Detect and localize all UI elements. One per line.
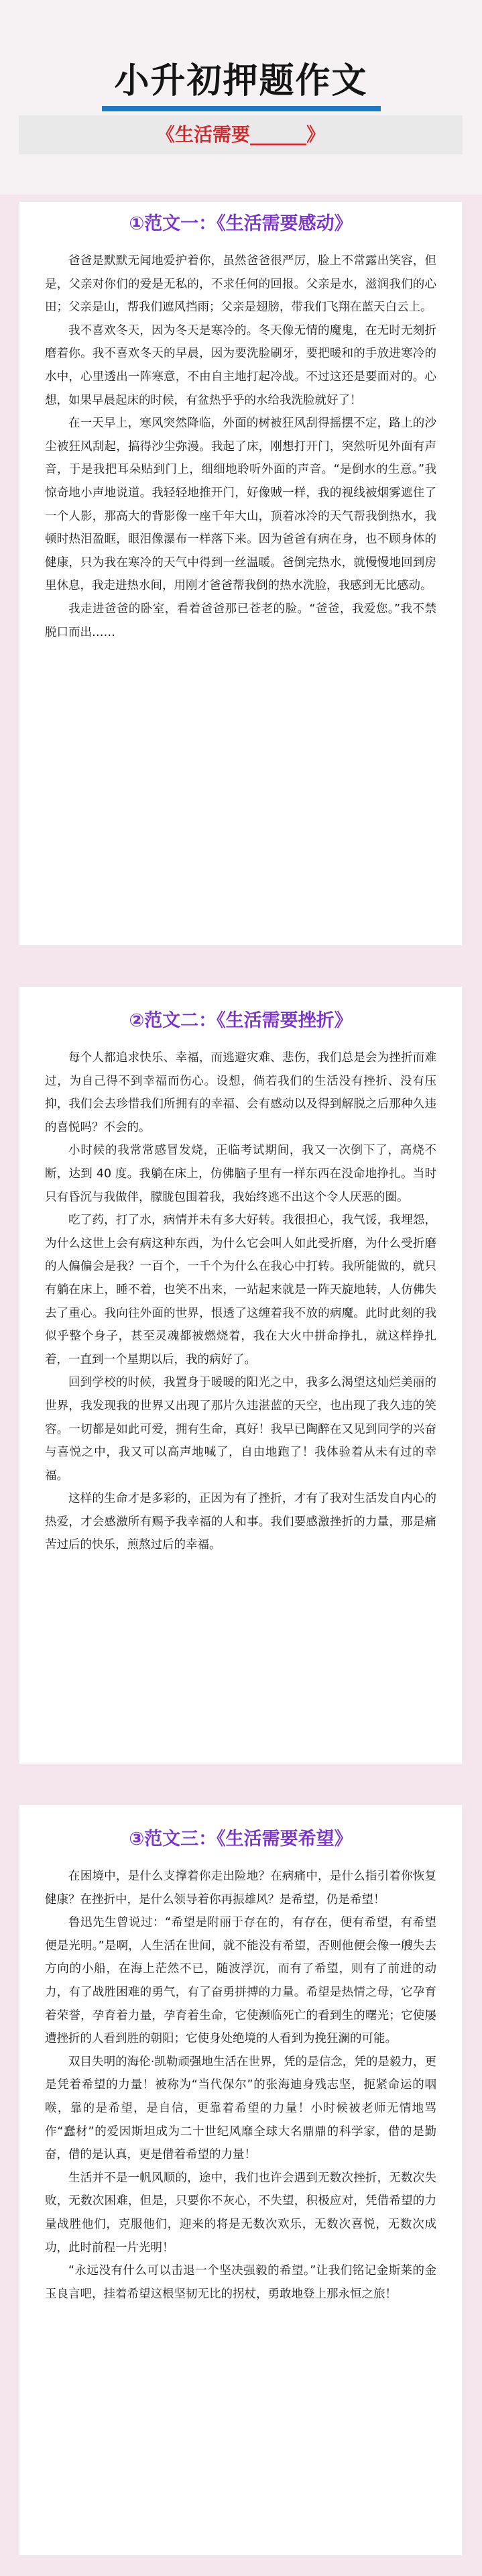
essay-body bbox=[19, 250, 462, 644]
essay-card-3 bbox=[19, 1805, 463, 2556]
essay-card-1 bbox=[19, 201, 463, 946]
essay-body bbox=[19, 1046, 462, 1557]
paragraph: 吃了药，打了水，病情并未有多大好转。我很担心，我气馁，我埋怨，为什么这世上会有病这种东西，为什么它会叫人如此受折磨，为什么受折磨的人偏偏会是我？一百个，一千个为什么在我心中打转。我所能做的，就只有躺在床上，睡不着，也笑不出来，一站起来就是一阵天旋地转，人仿佛失去了重心。我向往外面的世界，恨透了这缠着我不放的病魔。此时此刻的我似乎整个身子，甚至灵魂都被燃烧着，我在大火中拼命挣扎，就这样挣扎着，一直到一个星期以后，我的病好了。 bbox=[45, 1214, 436, 1366]
paragraph: 双目失明的海伦·凯勒顽强地生活在世界，凭的是信念，凭的是毅力，更是凭着希望的力量！被称为“当代保尔”的张海迪身残志坚，扼紧命运的咽喉，靠的是希望，是自信，更靠着希望的力量！小时候被老师无情地骂作“蠢材”的爱因斯坦成为二十世纪风靡全球大名鼎鼎的科学家，借的是勤奋，借的是认真，更是借着希望的力量！ bbox=[45, 2055, 436, 2162]
section-title: ①范文一：《生活需要感动》 bbox=[129, 213, 353, 234]
title-underline bbox=[102, 106, 381, 111]
paragraph: 每个人都追求快乐、幸福，而逃避灾难、悲伤，我们总是会为挫折而难过，为自己得不到幸福而伤心。设想，倘若我们的生活没有挫折、没有压抑，我们会去珍惜我们所拥有的幸福、会有感动以及得到解脱之后那种久违的喜悦吗？不会的。 bbox=[45, 1051, 436, 1134]
paragraph: “永远没有什么可以击退一个坚决强毅的希望。”让我们铭记金斯莱的金玉良言吧，挂着希望这根坚韧无比的拐杖，勇敢地登上那永恒之旅！ bbox=[45, 2264, 436, 2301]
paragraph: 小时候的我常常感冒发烧，正临考试期间，我又一次倒下了，高烧不断，达到 40 度。我躺在床上，仿佛脑子里有一样东西在没命地挣扎。当时只有昏沉与我做伴，朦胧包围着我，我始终逃不出这个令人厌恶的圈。 bbox=[45, 1144, 436, 1204]
topic-banner: 《生活需要______》 bbox=[19, 115, 463, 154]
paragraph: 爸爸是默默无闻地爱护着你，虽然爸爸很严厉，脸上不常露出笑容，但是，父亲对你们的爱是无私的，不求任何的回报。父亲是水，滋润我们的心田；父亲是山，帮我们遮风挡雨；父亲是翅膀，带我们飞翔在蓝天白云上。 bbox=[45, 254, 436, 315]
paragraph: 鲁迅先生曾说过：“希望是附丽于存在的，有存在，便有希望，有希望便是光明。”是啊，人生活在世间，就不能没有希望，否则他便会像一艘失去方向的小船，在海上茫然不已，随波浮沉，而有了希望，则有了前进的动力，有了战胜困难的勇气，有了奋勇拼搏的力量。希望是热情之母，它孕育着荣誉，孕育着力量，孕育着生命，它使濒临死亡的看到生的曙光；它使屡遭挫折的人看到胜的朝阳；它使身处绝境的人看到为挽狂澜的可能。 bbox=[45, 1916, 436, 2046]
section-title: ③范文三：《生活需要希望》 bbox=[129, 1829, 353, 1849]
paragraph: 这样的生命才是多彩的，正因为有了挫折，才有了我对生活发自内心的热爱，才会感激所有赐予我幸福的人和事。我们要感激挫折的力量，那是痛苦过后的快乐，煎熬过后的幸福。 bbox=[45, 1492, 436, 1552]
section-title: ②范文二：《生活需要挫折》 bbox=[129, 1010, 353, 1031]
paragraph: 我走进爸爸的卧室，看着爸爸那已苍老的脸。“爸爸，我爱您。”我不禁脱口而出…… bbox=[45, 602, 436, 639]
paragraph: 在困境中，是什么支撑着你走出险地？在病痛中，是什么指引着你恢复健康？在挫折中，是什么领导着你再振雄风？是希望，仍是希望！ bbox=[45, 1870, 436, 1907]
page-title: 小升初押题作文 bbox=[114, 61, 368, 101]
paragraph: 我不喜欢冬天，因为冬天是寒冷的。冬天像无情的魔鬼，在无时无刻折磨着你。我不喜欢冬天的早晨，因为要洗脸刷牙，要把暖和的手放进寒冷的水中，心里透出一阵寒意，不由自主地打起冷战。不过这还是要面对的。心想，如果早晨起床的时候，有盆热乎乎的水给我洗脸就好了！ bbox=[45, 323, 436, 407]
essay-card-2 bbox=[19, 986, 463, 1764]
paragraph: 生活并不是一帆风顺的，途中，我们也许会遇到无数次挫折，无数次失败，无数次困难，但是，只要你不灰心，不失望，积极应对，凭借希望的力量战胜他们，克服他们，迎来的将是无数次欢乐，无数次喜悦，无数次成功，此时前程一片光明！ bbox=[45, 2171, 436, 2255]
paragraph: 回到学校的时候，我置身于暖暖的阳光之中，我多么渴望这灿烂美丽的世界，我发现我的世界又出现了那片久违湛蓝的天空，也出现了我久违的笑容。一切都是如此可爱，拥有生命，真好！我早已陶醉在又见到同学的兴奋与喜悦之中，我又可以高声地喊了，自由地跑了！我体验着从未有过的幸福。 bbox=[45, 1376, 436, 1483]
paragraph: 在一天早上，寒风突然降临，外面的树被狂风刮得摇摆不定，路上的沙尘被狂风刮起，搞得沙尘弥漫。我起了床，刚想打开门，突然听见外面有声音，于是我把耳朵贴到门上，细细地聆听外面的声音。“是倒水的生意。”我惊奇地小声地说道。我轻轻地推开门，好像贼一样，我的视线被烟雾遮住了一个人影，那高大的背影像一座千年大山，顶着冰冷的天气帮我倒热水，我顿时热泪盈眶，眼泪像瀑布一样落下来。因为爸爸有病在身，也不顾身体的健康，只为我在寒冷的天气中得到一丝温暖。爸倒完热水，就慢慢地回到房里休息，我走进热水间，用刚才爸爸帮我倒的热水洗脸，我感到无比感动。 bbox=[45, 417, 436, 593]
header bbox=[0, 0, 482, 195]
essay-body bbox=[19, 1865, 462, 2306]
